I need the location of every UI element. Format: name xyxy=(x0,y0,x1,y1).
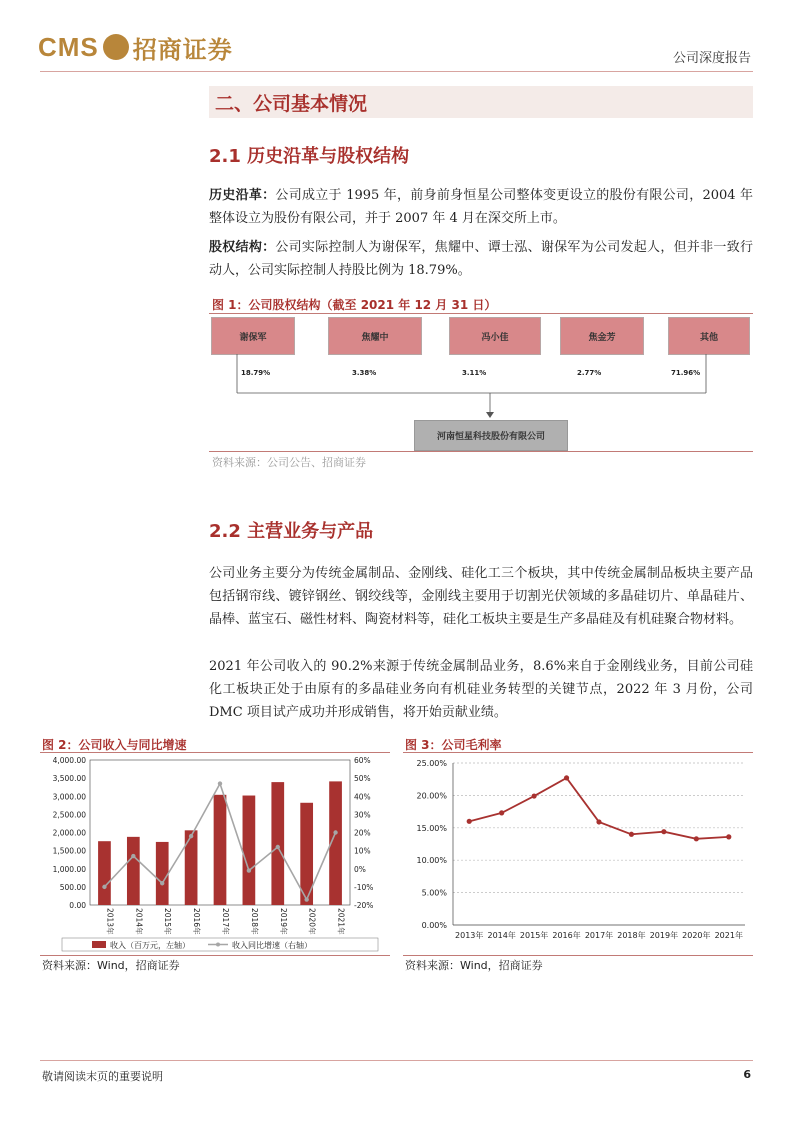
figure3-title: 图 3：公司毛利率 xyxy=(405,738,502,752)
subsection-2-2-title: 2.2 主营业务与产品 xyxy=(209,521,374,542)
margin-point xyxy=(564,775,569,780)
growth-point xyxy=(276,845,280,849)
y-tick-label: 15.00% xyxy=(416,823,447,833)
revenue-growth-chart xyxy=(40,752,390,954)
left-tick-label: 500.00 xyxy=(59,882,86,892)
x-tick-label: 2013年 xyxy=(455,931,484,940)
equity-label: 股权结构： xyxy=(209,240,276,255)
left-tick-label: 2,500.00 xyxy=(52,810,86,820)
margin-point xyxy=(694,836,699,841)
logo-chinese: 招商证券 xyxy=(132,35,233,64)
footer-note: 敬请阅读末页的重要说明 xyxy=(42,1070,163,1083)
equity-paragraph xyxy=(209,236,753,282)
section-heading xyxy=(209,86,753,118)
right-tick-label: 0% xyxy=(354,864,366,874)
x-tick-label: 2021年 xyxy=(336,908,346,935)
x-tick-label: 2021年 xyxy=(714,931,743,940)
right-tick-label: 40% xyxy=(354,792,371,802)
gross-margin-chart xyxy=(403,752,753,954)
x-tick-label: 2018年 xyxy=(617,931,646,940)
figure2-source: 资料来源：Wind，招商证券 xyxy=(42,959,180,972)
right-tick-label: -10% xyxy=(354,882,374,892)
legend-line-label: 收入同比增速（右轴） xyxy=(232,941,312,950)
growth-point xyxy=(247,868,251,872)
logo-emblem-icon xyxy=(103,34,129,60)
history-text: 公司成立于 1995 年，前身前身恒星公司整体变更设立的股份有限公司，2004 年整体设立为股份有限公司，并于 2007 年 4 月在深交所上市。 xyxy=(209,188,753,226)
growth-point xyxy=(333,830,337,834)
holder-pct: 2.77% xyxy=(577,369,602,377)
holder-pct: 71.96% xyxy=(671,369,701,377)
y-tick-label: 5.00% xyxy=(421,888,447,898)
left-tick-label: 1,000.00 xyxy=(52,864,86,874)
x-tick-label: 2014年 xyxy=(134,908,144,935)
holder-pct: 18.79% xyxy=(241,369,271,377)
figure1-title: 图 1：公司股权结构（截至 2021 年 12 月 31 日） xyxy=(212,298,497,312)
figure3-bottom-rule xyxy=(403,955,753,956)
revenue-bar xyxy=(98,841,111,905)
right-tick-label: -20% xyxy=(354,901,374,910)
margin-point xyxy=(661,829,666,834)
page-number: 6 xyxy=(743,1068,751,1081)
equity-structure-diagram xyxy=(209,314,753,450)
right-tick-label: 30% xyxy=(354,810,371,820)
report-type: 公司深度报告 xyxy=(672,51,751,66)
equity-text: 公司实际控制人为谢保军，焦耀中、谭士泓、谢保军为公司发起人，但并非一致行动人，公司实际控制人持股比例为 18.79%。 xyxy=(209,240,753,278)
left-tick-label: 0.00 xyxy=(69,901,86,910)
growth-point xyxy=(160,881,164,885)
revenue-bar xyxy=(243,796,256,905)
x-tick-label: 2020年 xyxy=(307,908,317,935)
y-tick-label: 10.00% xyxy=(416,856,447,866)
revenue-bar xyxy=(271,782,284,905)
x-tick-label: 2015年 xyxy=(519,931,549,940)
header-divider xyxy=(40,71,753,72)
history-label: 历史沿革： xyxy=(209,188,276,203)
legend-bar-label: 收入（百万元，左轴） xyxy=(110,941,190,950)
left-tick-label: 1,500.00 xyxy=(52,846,86,856)
figure3-source: 资料来源：Wind，招商证券 xyxy=(405,959,543,972)
figure2-title: 图 2：公司收入与同比增速 xyxy=(42,738,187,752)
left-tick-label: 3,500.00 xyxy=(52,774,86,784)
right-tick-label: 60% xyxy=(354,756,371,765)
holder-box: 冯小佳 xyxy=(449,317,541,355)
brand-logo xyxy=(38,30,233,64)
x-tick-label: 2017年 xyxy=(584,931,614,940)
revenue-bar xyxy=(185,830,198,905)
left-tick-label: 3,000.00 xyxy=(52,792,86,802)
x-tick-label: 2018年 xyxy=(249,908,259,935)
section-title: 二、公司基本情况 xyxy=(215,93,368,115)
margin-point xyxy=(596,819,601,824)
revenue-bar xyxy=(214,795,227,905)
holder-box: 焦耀中 xyxy=(328,317,422,355)
margin-point xyxy=(467,819,472,824)
holder-box: 焦金芳 xyxy=(560,317,644,355)
figure1-bottom-rule xyxy=(209,451,753,452)
y-tick-label: 0.00% xyxy=(421,921,447,930)
growth-point xyxy=(218,781,222,785)
footer-divider xyxy=(40,1060,753,1061)
growth-point xyxy=(189,834,193,838)
holder-pct: 3.38% xyxy=(352,369,377,377)
legend-bar-swatch xyxy=(92,941,106,948)
right-tick-label: 20% xyxy=(354,828,371,838)
margin-point xyxy=(629,832,634,837)
y-tick-label: 20.00% xyxy=(416,791,447,801)
figure1-source: 资料来源：公司公告、招商证券 xyxy=(212,456,366,469)
holder-box: 其他 xyxy=(668,317,750,355)
margin-point xyxy=(726,834,731,839)
holder-box: 谢保军 xyxy=(211,317,295,355)
history-paragraph xyxy=(209,184,753,230)
margin-point xyxy=(532,793,537,798)
company-box: 河南恒星科技股份有限公司 xyxy=(414,420,568,451)
left-tick-label: 4,000.00 xyxy=(52,756,86,765)
x-tick-label: 2020年 xyxy=(682,931,711,940)
x-tick-label: 2016年 xyxy=(552,931,581,940)
x-tick-label: 2014年 xyxy=(487,931,516,940)
x-tick-label: 2017年 xyxy=(221,908,230,935)
right-tick-label: 10% xyxy=(354,846,371,856)
x-tick-label: 2019年 xyxy=(649,931,679,940)
business-paragraph-2: 2021 年公司收入的 90.2%来源于传统金属制品业务，8.6%来自于金刚线业务，目前公司硅化工板块正处于由原有的多晶硅业务向有机硅业务转型的关键节点，2022 年 3 月份，公司 DMC 项目试产成功并形成销售，将开始贡献业绩。 xyxy=(209,659,753,720)
right-tick-label: 50% xyxy=(354,774,371,784)
growth-point xyxy=(304,897,308,901)
revenue-bar xyxy=(156,842,169,905)
x-tick-label: 2019年 xyxy=(278,908,288,935)
business-paragraph-1: 公司业务主要分为传统金属制品、金刚线、硅化工三个板块，其中传统金属制品板块主要产品包括钢帘线、镀锌钢丝、钢绞线等，金刚线主要用于切割光伏领域的多晶硅切片、单晶硅片、晶棒、蓝宝石、磁性材料、陶瓷材料等，硅化工板块主要是生产多晶硅及有机硅聚合物材料。 xyxy=(209,566,753,627)
left-tick-label: 2,000.00 xyxy=(52,828,86,838)
y-tick-label: 25.00% xyxy=(416,759,447,768)
x-tick-label: 2015年 xyxy=(163,908,173,935)
legend-line-marker xyxy=(216,943,220,947)
revenue-bar xyxy=(127,837,140,905)
holder-pct: 3.11% xyxy=(462,369,487,377)
x-tick-label: 2013年 xyxy=(105,908,115,935)
margin-line xyxy=(469,778,729,839)
logo-latin: CMS xyxy=(38,31,99,62)
growth-point xyxy=(102,885,106,889)
subsection-2-1-title: 2.1 历史沿革与股权结构 xyxy=(209,146,410,167)
margin-point xyxy=(499,810,504,815)
figure2-bottom-rule xyxy=(40,955,390,956)
x-tick-label: 2016年 xyxy=(192,908,202,935)
growth-point xyxy=(131,854,135,858)
